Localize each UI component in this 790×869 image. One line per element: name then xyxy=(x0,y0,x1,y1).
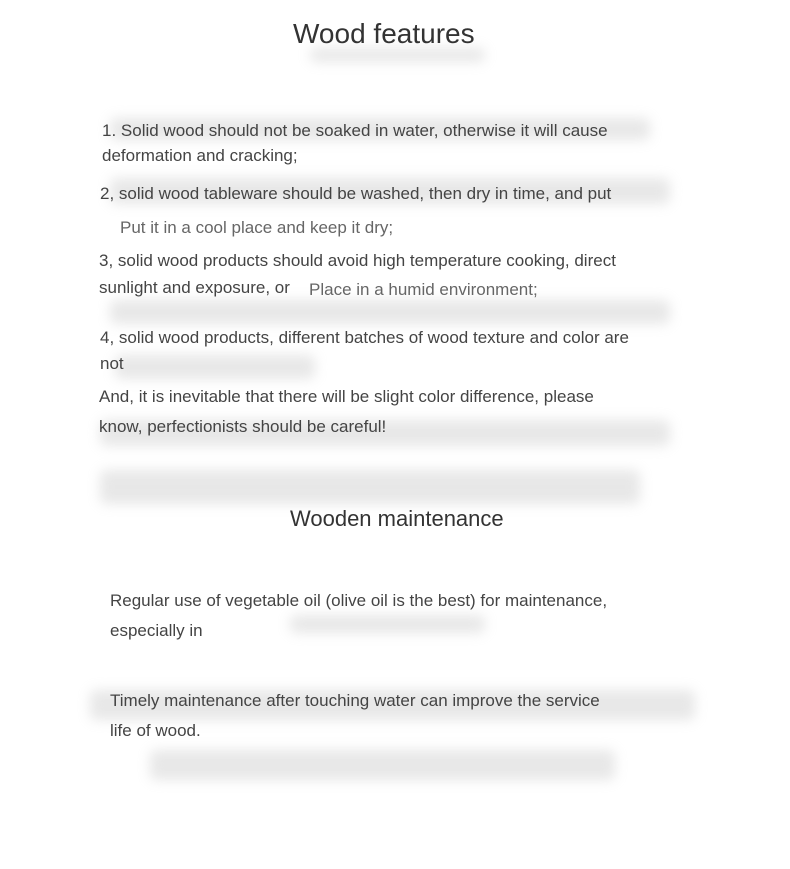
text-line: 1. Solid wood should not be soaked in water, otherwise it will cause xyxy=(102,121,608,140)
section-title-wooden-maintenance: Wooden maintenance xyxy=(290,506,504,531)
text-line: especially in xyxy=(110,621,203,640)
faded-text-residue xyxy=(290,615,485,633)
faded-text-residue xyxy=(310,48,485,62)
section-title-wood-features: Wood features xyxy=(293,18,475,49)
text-line: Timely maintenance after touching water can improve the service xyxy=(110,691,600,710)
text-line: not xyxy=(100,354,124,373)
text-line: Put it in a cool place and keep it dry; xyxy=(120,218,394,237)
text-line: life of wood. xyxy=(110,721,201,740)
faded-text-residue xyxy=(150,750,615,780)
text-line: Regular use of vegetable oil (olive oil is the best) for maintenance, xyxy=(110,591,608,610)
text-line: And, it is inevitable that there will be slight color difference, please xyxy=(99,387,594,406)
text-line: Place in a humid environment; xyxy=(309,280,538,299)
text-line: 2, solid wood tableware should be washed, then dry in time, and put xyxy=(100,184,612,203)
text-line: 4, solid wood products, different batches of wood texture and color are xyxy=(100,328,629,347)
text-line: deformation and cracking; xyxy=(102,146,298,165)
text-line: sunlight and exposure, or xyxy=(99,278,290,297)
text-line: know, perfectionists should be careful! xyxy=(99,417,387,436)
text-line: 3, solid wood products should avoid high temperature cooking, direct xyxy=(99,251,616,270)
faded-text-residue xyxy=(110,300,670,324)
faded-text-residue xyxy=(115,355,315,379)
faded-text-residue xyxy=(100,470,640,504)
